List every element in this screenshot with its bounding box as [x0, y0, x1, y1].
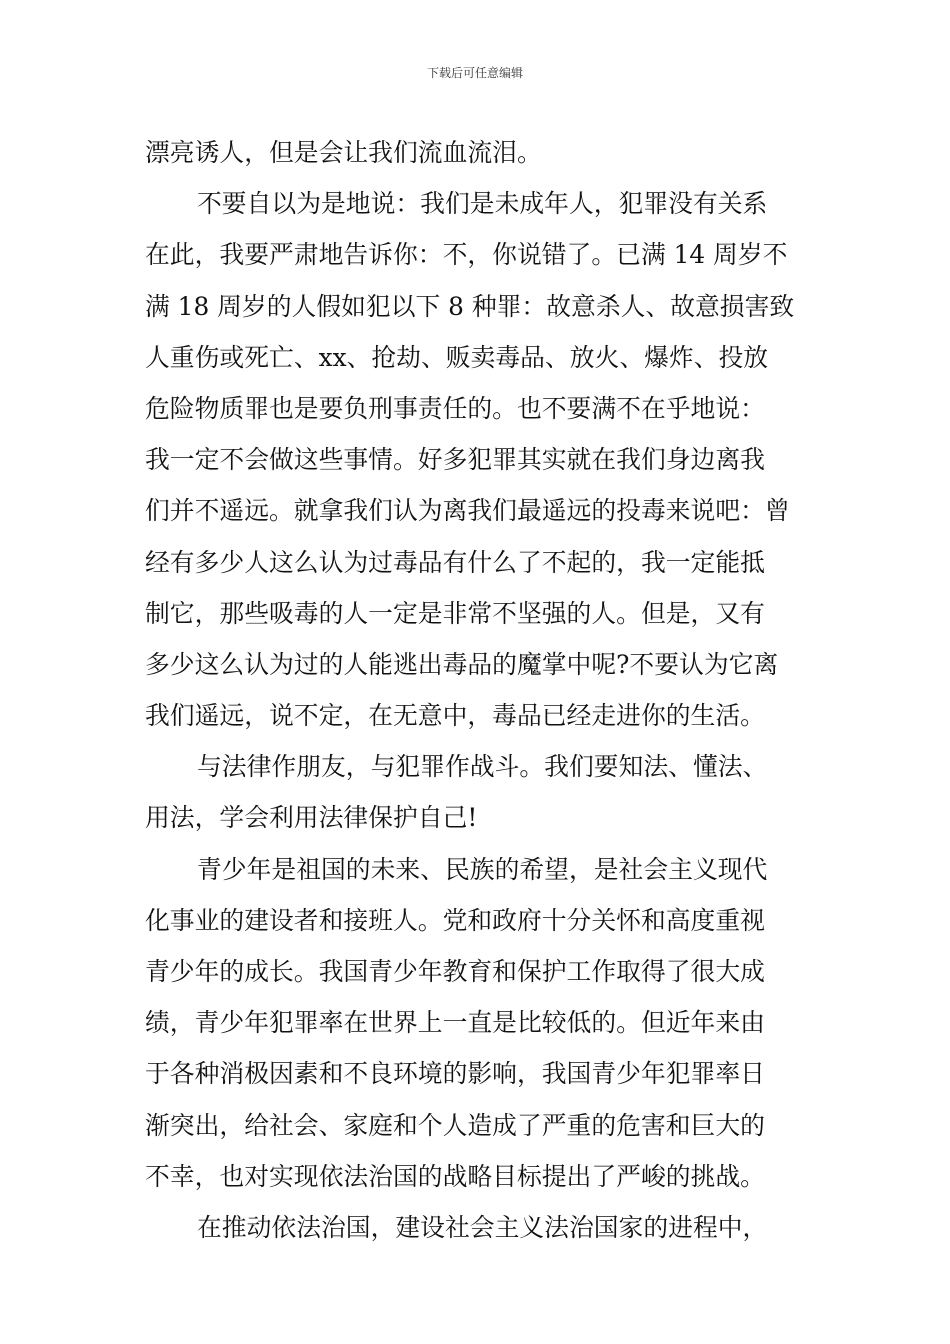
- page-header-note: 下载后可任意编辑: [426, 66, 523, 80]
- text-line: 满 18 周岁的人假如犯以下 8 种罪：故意杀人、故意损害致: [145, 291, 795, 321]
- text-line: 于各种消极因素和不良环境的影响，我国青少年犯罪率日: [145, 1059, 765, 1089]
- text-line: 危险物质罪也是要负刑事责任的。也不要满不在乎地说：: [145, 393, 765, 423]
- text-line: 化事业的建设者和接班人。党和政府十分关怀和高度重视: [145, 905, 765, 935]
- text-line: 用法，学会利用法律保护自己!: [145, 803, 478, 833]
- text-line: 我一定不会做这些事情。好多犯罪其实就在我们身边离我: [145, 445, 765, 475]
- text-line: 漂亮诱人，但是会让我们流血流泪。: [145, 138, 542, 167]
- text-line: 经有多少人这么认为过毒品有什么了不起的，我一定能抵: [145, 547, 765, 577]
- body-text: [145, 127, 813, 1253]
- text-line: 青少年的成长。我国青少年教育和保护工作取得了很大成: [145, 957, 765, 986]
- text-line: 青少年是祖国的未来、民族的希望，是社会主义现代: [197, 854, 768, 884]
- text-line: 制它，那些吸毒的人一定是非常不坚强的人。但是，又有: [145, 598, 765, 628]
- text-line: 在推动依法治国，建设社会主义法治国家的进程中，: [197, 1212, 768, 1242]
- text-line: 不要自以为是地说：我们是未成年人，犯罪没有关系: [197, 189, 768, 219]
- text-line: 渐突出，给社会、家庭和个人造成了严重的危害和巨大的: [145, 1110, 765, 1140]
- text-line: 绩，青少年犯罪率在世界上一直是比较低的。但近年来由: [145, 1008, 765, 1038]
- text-line: 在此，我要严肃地告诉你：不，你说错了。已满 14 周岁不: [145, 240, 788, 270]
- text-line: 我们遥远，说不定，在无意中，毒品已经走进你的生活。: [145, 701, 765, 731]
- text-line: 与法律作朋友，与犯罪作战斗。我们要知法、懂法、: [197, 752, 768, 782]
- text-line: 不幸，也对实现依法治国的战略目标提出了严峻的挑战。: [145, 1161, 765, 1191]
- text-line: 多少这么认为过的人能逃出毒品的魔掌中呢?不要认为它离: [145, 649, 779, 679]
- text-line: 们并不遥远。就拿我们认为离我们最遥远的投毒来说吧：曾: [145, 496, 790, 526]
- text-line: 人重伤或死亡、xx、抢劫、贩卖毒品、放火、爆炸、投放: [145, 342, 769, 372]
